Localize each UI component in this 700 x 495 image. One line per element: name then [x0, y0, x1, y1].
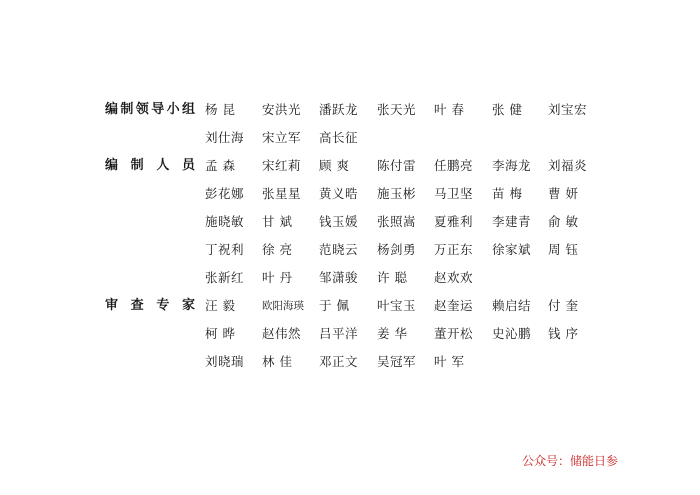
person-name: 钱 序 — [548, 326, 579, 341]
person-name: 赵伟然 — [262, 326, 302, 341]
person-name: 张新红 — [205, 270, 245, 285]
person-name: 邓正文 — [319, 354, 359, 369]
person-name: 于 佩 — [319, 298, 350, 313]
person-name: 李海龙 — [492, 158, 532, 173]
wechat-account-watermark: 公众号：储能日参 — [521, 454, 618, 468]
person-name: 许 聪 — [377, 270, 408, 285]
person-name: 叶 军 — [434, 354, 465, 369]
person-name: 宋红莉 — [262, 158, 302, 173]
person-name: 施晓敏 — [205, 214, 245, 229]
person-name: 刘宝宏 — [548, 102, 588, 117]
person-name: 施玉彬 — [377, 186, 417, 201]
person-name: 张星星 — [262, 186, 302, 201]
person-name: 高长征 — [319, 130, 359, 145]
person-name: 曹 妍 — [548, 186, 579, 201]
person-name: 叶宝玉 — [377, 298, 417, 313]
person-name: 范晓云 — [319, 242, 359, 257]
person-name: 周 钰 — [548, 242, 579, 257]
person-name: 任鹏亮 — [434, 158, 474, 173]
person-name: 夏雅利 — [434, 214, 474, 229]
person-name: 姜 华 — [377, 326, 408, 341]
section-label: 审查专家 — [105, 298, 195, 313]
person-name: 汪 毅 — [205, 298, 236, 313]
person-name: 董开松 — [434, 326, 474, 341]
person-name: 黄义晧 — [319, 186, 359, 201]
person-name: 杨剑勇 — [377, 242, 417, 257]
person-name: 甘 斌 — [262, 214, 293, 229]
person-name: 付 奎 — [548, 298, 579, 313]
person-name: 安洪光 — [262, 102, 302, 117]
person-name: 欧阳海瑛 — [262, 300, 304, 312]
person-name: 吴冠军 — [377, 354, 417, 369]
person-name: 苗 梅 — [492, 186, 523, 201]
person-name: 马卫坚 — [434, 186, 474, 201]
person-name: 钱玉媛 — [319, 214, 359, 229]
person-name: 张 健 — [492, 102, 523, 117]
person-name: 潘跃龙 — [319, 102, 359, 117]
person-name: 孟 森 — [205, 158, 236, 173]
person-name: 万正东 — [434, 242, 474, 257]
person-name: 邹潇骏 — [319, 270, 359, 285]
person-name: 赖启结 — [492, 298, 532, 313]
section-label: 编制人员 — [105, 158, 195, 173]
person-name: 吕平洋 — [319, 326, 359, 341]
person-name: 史沁鹏 — [492, 326, 532, 341]
person-name: 李建青 — [492, 214, 532, 229]
section-label: 编制领导小组 — [105, 102, 195, 117]
person-name: 林 佳 — [262, 354, 293, 369]
person-name: 杨 昆 — [205, 102, 236, 117]
person-name: 张天光 — [377, 102, 417, 117]
person-name: 刘晓瑞 — [205, 354, 245, 369]
person-name: 丁祝利 — [205, 242, 245, 257]
person-name: 赵奎运 — [434, 298, 474, 313]
person-name: 徐家斌 — [492, 242, 532, 257]
person-name: 顾 爽 — [319, 158, 350, 173]
person-name: 柯 晔 — [205, 326, 236, 341]
person-name: 宋立军 — [262, 130, 302, 145]
person-name: 刘福炎 — [548, 158, 588, 173]
person-name: 俞 敏 — [548, 214, 579, 229]
person-name: 刘仕海 — [205, 130, 245, 145]
person-name: 张照嵩 — [377, 214, 417, 229]
person-name: 彭花娜 — [205, 186, 245, 201]
person-name: 叶 丹 — [262, 270, 293, 285]
person-name: 叶 春 — [434, 102, 465, 117]
person-name: 徐 亮 — [262, 242, 293, 257]
person-name: 赵欢欢 — [434, 270, 474, 285]
person-name: 陈付雷 — [377, 158, 417, 173]
